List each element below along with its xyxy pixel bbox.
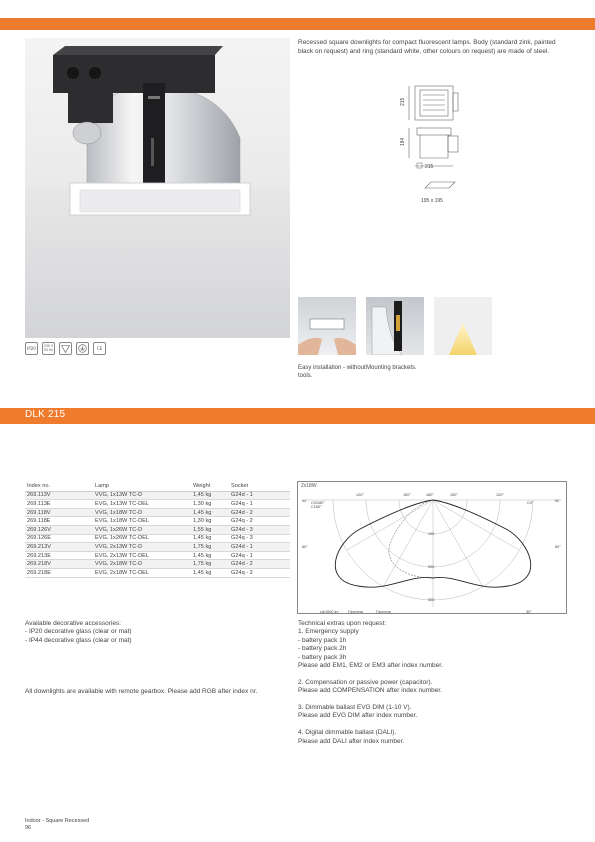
extras-line: Please add EVG DIM after index number. — [298, 712, 418, 720]
table-row — [25, 500, 290, 509]
thumbnail-caption-brackets: Mounting brackets. — [366, 365, 417, 371]
table-row — [25, 517, 290, 526]
angle-label: 60° — [555, 545, 561, 549]
cell: VVG, 1x13W TC-D — [93, 491, 191, 500]
dimension-drawing — [385, 78, 475, 208]
accessory-item: - IP44 decorative glass (clear or mat) — [25, 636, 132, 644]
cell: G24d - 1 — [229, 543, 290, 552]
cell: 1,30 kg — [191, 517, 229, 526]
light-distribution-diagram — [297, 481, 567, 614]
cell: G24q - 1 — [229, 551, 290, 560]
cell: 269.213V — [25, 543, 93, 552]
product-title: DLK 215 — [25, 409, 66, 420]
thumbnail-light-beam — [434, 297, 492, 355]
extras-line: - battery pack 3h — [298, 653, 347, 661]
cell: 1,75 kg — [191, 560, 229, 569]
cell: VVG, 1x18W TC-D — [93, 508, 191, 517]
thumbnail-caption-installation: Easy installation - without tools. — [298, 365, 366, 379]
extras-line: 3. Dimmable ballast EVG DIM (1-10 V). — [298, 704, 412, 712]
table-row — [25, 491, 290, 500]
spec-table — [25, 482, 290, 578]
voltage-icon: 230 V 50 Hz — [42, 342, 55, 355]
extras-group-compensation — [298, 679, 568, 696]
cell: 269.113E — [25, 500, 93, 509]
cell: 1,75 kg — [191, 543, 229, 552]
cell: EVG, 2x13W TC-DEL — [93, 551, 191, 560]
angle-label: 120° — [356, 493, 364, 497]
cell: G24d - 2 — [229, 508, 290, 517]
plane-label: C180° — [311, 505, 322, 509]
table-row — [25, 568, 290, 577]
bottom-label: Γdomma — [376, 610, 391, 614]
cell: G24d - 2 — [229, 560, 290, 569]
d-mark-icon — [59, 342, 72, 355]
dim-width-label: 215 — [400, 97, 406, 106]
cell: 1,55 kg — [191, 525, 229, 534]
accessories-title: Available decorative accessories: — [25, 620, 121, 627]
angle-label: 60° — [302, 545, 308, 549]
page-number: 96 — [25, 824, 32, 831]
angle-label: 150° — [403, 493, 411, 497]
extras-title: Technical extras upon request: — [298, 620, 387, 627]
table-row — [25, 534, 290, 543]
cell: 269.126V — [25, 525, 93, 534]
extras-line: 2. Compensation or passive power (capacitor). — [298, 678, 433, 686]
ring-label: 100 — [428, 532, 435, 536]
extras-line: Please add COMPENSATION after index number. — [298, 687, 443, 695]
gearbox-note: All downlights are available with remote gearbox. Please add RGB after index nr. — [25, 688, 258, 695]
product-band — [0, 408, 595, 424]
dim-square-label: 215 — [425, 164, 434, 170]
ring-label: 300 — [428, 598, 435, 602]
bottom-label: Γdomma — [348, 610, 363, 614]
footer-category: Indoor - Square Recessed — [25, 818, 90, 824]
angle-label: 30° — [526, 610, 532, 614]
cell: G24d - 3 — [229, 525, 290, 534]
cell: 269.113V — [25, 491, 93, 500]
cell: 1,45 kg — [191, 534, 229, 543]
cell: 269.218V — [25, 560, 93, 569]
accessory-item: - IP20 decorative glass (clear or mat) — [25, 628, 132, 636]
unit-label: cd/1000 lm — [320, 610, 339, 614]
angle-label: 150° — [450, 493, 458, 497]
extras-line: - battery pack 2h — [298, 645, 347, 653]
angle-label: 90° — [302, 499, 308, 503]
top-accent-band — [0, 18, 595, 30]
cell: 269.213E — [25, 551, 93, 560]
ip20-icon: IP20 — [25, 342, 38, 355]
ring-label: 200 — [428, 565, 435, 569]
thumbnail-installation — [298, 297, 356, 355]
extras-line: Please add DALI after index number. — [298, 737, 405, 745]
cell: 1,45 kg — [191, 568, 229, 577]
polar-lamp-label: 2x18W — [301, 483, 317, 489]
cell: EVG, 1x13W TC-DEL — [93, 500, 191, 509]
cell: 269.118E — [25, 517, 93, 526]
cell: VVG, 1x26W TC-D — [93, 525, 191, 534]
intro-text: Recessed square downlights for compact fluorescent lamps. Body (standard zink, painted black on request) and ring (standard white, other colours on request) are made of steel. — [298, 39, 556, 55]
cell: G24d - 1 — [229, 491, 290, 500]
extras-line: 1. Emergency supply — [298, 628, 359, 636]
plane-label: C0/180° — [311, 501, 325, 505]
certification-icons — [25, 342, 106, 355]
cell: 1,30 kg — [191, 500, 229, 509]
col-weight: Weight — [191, 482, 229, 491]
extras-line: Please add EM1, EM2 or EM3 after index number. — [298, 662, 443, 670]
table-row — [25, 560, 290, 569]
extras-line: - battery pack 1h — [298, 636, 347, 644]
table-row — [25, 508, 290, 517]
cell: EVG, 1x26W TC-DEL — [93, 534, 191, 543]
table-row — [25, 551, 290, 560]
extras-line: 4. Digital dimmable ballast (DALI). — [298, 729, 397, 737]
col-socket: Socket — [229, 482, 290, 491]
plane-label: C0° — [527, 501, 534, 505]
cell: 1,45 kg — [191, 551, 229, 560]
cell: 1,45 kg — [191, 508, 229, 517]
cell: G24q - 1 — [229, 500, 290, 509]
table-row — [25, 525, 290, 534]
cell: 269.218E — [25, 568, 93, 577]
page-footer — [25, 818, 89, 832]
cell: 269.118V — [25, 508, 93, 517]
ce-icon: CE — [93, 342, 106, 355]
extras-group-emergency — [298, 620, 568, 670]
angle-label: 90° — [555, 499, 561, 503]
cell: 1,45 kg — [191, 491, 229, 500]
col-index: Index no. — [25, 482, 93, 491]
table-header-row — [25, 482, 290, 491]
extras-group-dimmable — [298, 704, 568, 721]
cell: EVG, 1x18W TC-DEL — [93, 517, 191, 526]
extras-group-dali — [298, 729, 568, 746]
col-lamp: Lamp — [93, 482, 191, 491]
cell: G24q - 2 — [229, 568, 290, 577]
accessories-block — [25, 620, 290, 645]
technical-extras — [298, 620, 568, 754]
cell: G24q - 3 — [229, 534, 290, 543]
cell: G24q - 2 — [229, 517, 290, 526]
dim-height-label: 184 — [400, 137, 406, 146]
product-photo — [25, 38, 290, 338]
thumbnail-brackets — [366, 297, 424, 355]
angle-label: 120° — [496, 493, 504, 497]
cutout-label: 195 x 195 — [421, 198, 443, 204]
cell: VVG, 2x13W TC-D — [93, 543, 191, 552]
cell: 269.126E — [25, 534, 93, 543]
angle-label: 180° — [426, 493, 434, 497]
cell: EVG, 2x18W TC-DEL — [93, 568, 191, 577]
table-row — [25, 543, 290, 552]
earth-icon — [76, 342, 89, 355]
cell: VVG, 2x18W TC-D — [93, 560, 191, 569]
